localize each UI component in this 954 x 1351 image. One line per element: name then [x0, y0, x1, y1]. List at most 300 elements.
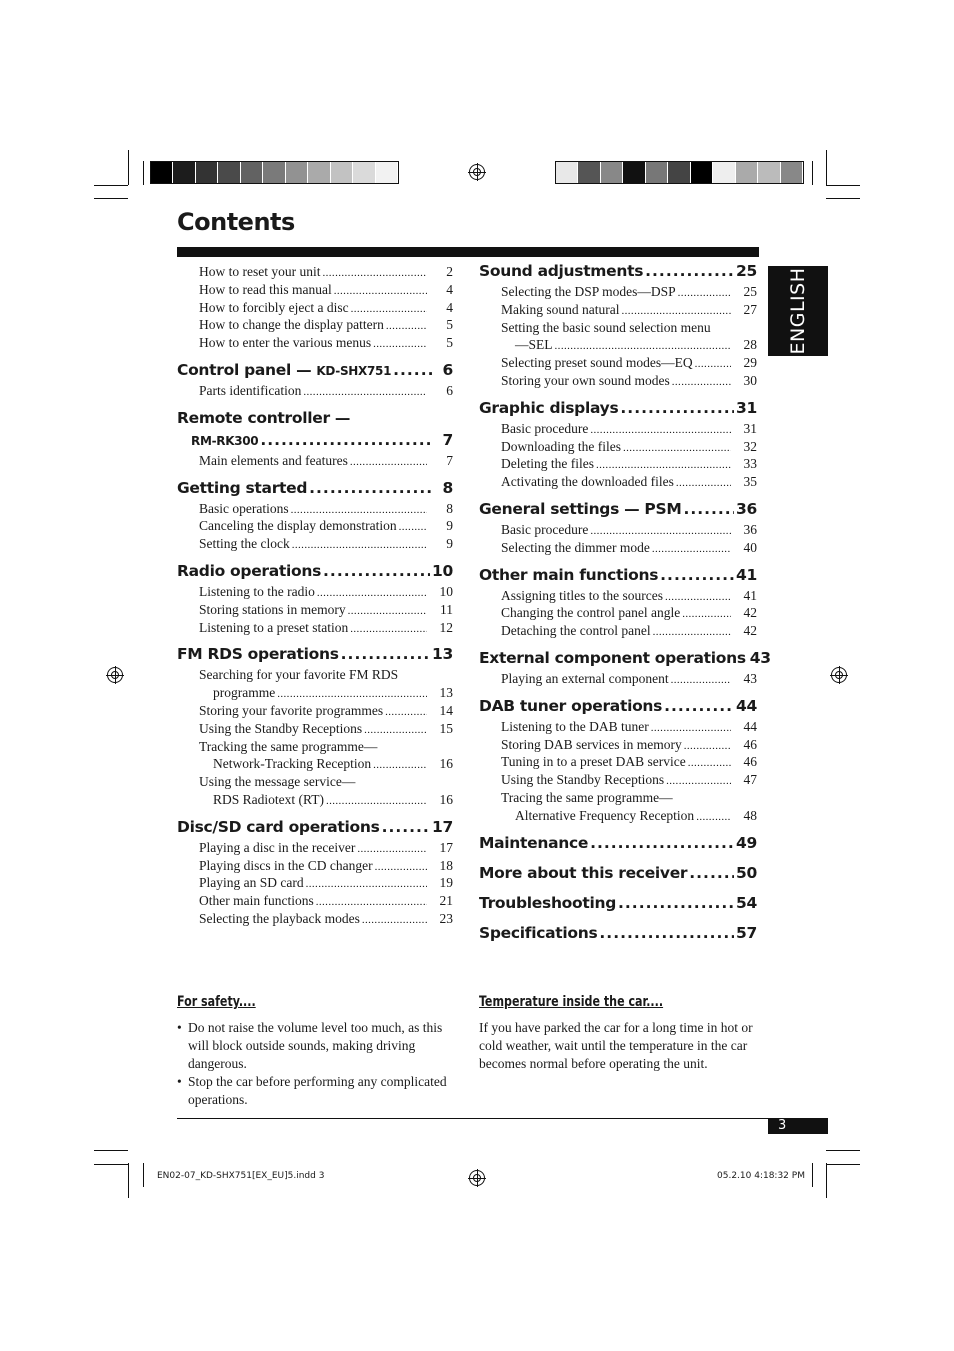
toc-item-text: Selecting the playback modes	[199, 910, 360, 926]
toc-item	[177, 453, 453, 471]
toc-section	[479, 566, 757, 588]
title-rule	[177, 247, 759, 257]
toc-section-title	[177, 479, 307, 497]
leader-dots	[362, 914, 427, 926]
toc-page-number: 21	[439, 893, 453, 909]
toc-section	[479, 924, 757, 946]
toc-page-number: 16	[439, 791, 453, 807]
toc-page-number: 7	[442, 430, 453, 449]
toc-item-text: Network-Tracking Reception	[213, 756, 372, 772]
toc-page-number: 18	[439, 857, 453, 873]
toc-item-text: How to forcibly eject a disc	[199, 299, 349, 315]
registration-mark-icon	[107, 667, 123, 683]
toc-item-text: Tracing the same programme—	[501, 789, 673, 805]
color-bar-right	[555, 161, 804, 184]
toc-item-text: Storing DAB services in memory	[501, 736, 682, 752]
leader-dots	[683, 500, 734, 518]
toc-item	[479, 456, 757, 474]
toc-section-title	[479, 566, 658, 584]
toc-page-number: 46	[743, 754, 757, 770]
toc-section-text: Sound adjustments	[479, 262, 644, 280]
leader-dots	[386, 320, 427, 332]
leader-dots	[696, 811, 731, 823]
leader-dots	[555, 340, 731, 352]
toc-item-text: Detaching the control panel	[501, 623, 651, 639]
toc-item-text: Basic procedure	[501, 420, 589, 436]
leader-dots	[653, 626, 731, 638]
toc-page-number: 10	[432, 561, 453, 580]
toc-item	[479, 337, 757, 355]
leader-dots	[623, 442, 731, 454]
toc-item-text: Basic operations	[199, 500, 289, 516]
toc-item	[177, 383, 453, 401]
toc-section-title	[177, 409, 350, 427]
toc-item-text: How to reset your unit	[199, 264, 321, 279]
color-swatch	[286, 162, 308, 183]
toc-section	[177, 562, 453, 584]
toc-item	[177, 858, 453, 876]
toc-section	[479, 648, 771, 671]
toc-item	[479, 355, 757, 373]
language-tab-label: ENGLISH	[787, 267, 809, 355]
page-title: Contents	[177, 208, 295, 236]
toc-section	[479, 834, 757, 856]
color-swatch	[713, 162, 735, 183]
toc-item	[177, 300, 453, 318]
toc-item-text: programme	[213, 685, 276, 701]
toc-item	[177, 893, 453, 911]
color-swatch	[736, 162, 758, 183]
toc-section-text: Maintenance	[479, 833, 589, 852]
color-swatch	[623, 162, 645, 183]
leader-dots	[322, 267, 427, 279]
color-swatch	[601, 162, 623, 183]
toc-item-text: Listening to the radio	[199, 583, 315, 599]
toc-page-number: 13	[432, 645, 453, 664]
toc-section-text: Remote controller —	[177, 408, 351, 427]
leader-dots	[303, 386, 427, 398]
leader-dots	[350, 623, 427, 635]
toc-item-text: Alternative Frequency Reception	[515, 807, 695, 823]
toc-section	[479, 399, 757, 421]
leader-dots	[357, 843, 427, 855]
leader-dots	[316, 896, 427, 908]
toc-page-number: 43	[749, 648, 771, 667]
toc-item	[177, 792, 453, 810]
toc-section-title	[177, 361, 391, 379]
toc-section-title	[479, 399, 618, 417]
toc-item	[177, 584, 453, 602]
color-bar-left	[150, 161, 399, 184]
toc-right-column	[479, 262, 771, 946]
toc-item-text: How to change the display pattern	[199, 317, 384, 333]
toc-item	[479, 719, 757, 737]
toc-item	[479, 474, 757, 492]
safety-bullet: • Do not raise the volume level too much, as this will block outside sounds, making driving dangerous.	[177, 1019, 462, 1073]
leader-dots	[393, 361, 433, 379]
toc-section	[479, 697, 757, 719]
leader-dots	[317, 587, 427, 599]
toc-section-title	[479, 924, 597, 942]
toc-page-number: 41	[743, 587, 757, 603]
toc-section-text: Specifications	[479, 923, 598, 942]
toc-item	[479, 588, 757, 606]
toc-item-text: Parts identification	[199, 382, 302, 398]
toc-item-text: RDS Radiotext (RT)	[213, 791, 324, 807]
leader-dots	[664, 697, 734, 715]
toc-page-number: 44	[743, 718, 757, 734]
toc-page-number: 23	[439, 910, 453, 926]
toc-section	[479, 262, 757, 284]
toc-item-text: —SEL	[515, 337, 553, 353]
toc-section-title	[479, 262, 643, 280]
toc-section-title	[177, 562, 321, 580]
toc-item	[177, 620, 453, 638]
leader-dots	[373, 759, 427, 771]
toc-section-text: Graphic displays	[479, 398, 619, 417]
leader-dots	[341, 645, 430, 663]
toc-item-text: Storing your own sound modes	[501, 372, 670, 388]
toc-item	[177, 518, 453, 536]
leader-dots	[688, 757, 731, 769]
temperature-text: If you have parked the car for a long time in hot or cold weather, wait until the temperature in the car becomes normal before operating the unit.	[479, 1020, 753, 1071]
toc-page-number: 17	[432, 817, 453, 836]
leader-dots	[666, 775, 731, 787]
toc-section	[479, 864, 757, 886]
toc-item-text: Playing a disc in the receiver	[199, 839, 356, 855]
leader-dots	[260, 431, 433, 449]
leader-dots	[645, 262, 734, 280]
toc-page-number: 8	[446, 500, 453, 516]
language-tab	[768, 266, 828, 356]
toc-section-text: Other main functions	[479, 565, 659, 584]
toc-page-number: 31	[743, 420, 757, 436]
leader-dots	[326, 795, 427, 807]
leader-dots	[399, 521, 427, 533]
toc-page-number: 49	[736, 833, 757, 852]
toc-page-number: 9	[446, 518, 453, 534]
leader-dots	[375, 861, 427, 873]
toc-item-text: Activating the downloaded files	[501, 474, 674, 490]
toc-page-number: 41	[736, 565, 757, 584]
toc-section-text: DAB tuner operations	[479, 696, 663, 715]
toc-page-number: 17	[439, 839, 453, 855]
toc-page-number: 29	[743, 355, 757, 371]
toc-item-text: Storing your favorite programmes	[199, 702, 384, 718]
toc-item-text: Assigning titles to the sources	[501, 587, 663, 603]
leader-dots	[660, 566, 734, 584]
leader-dots	[306, 878, 427, 890]
bottom-rule	[177, 1118, 827, 1119]
toc-page-number: 43	[743, 670, 757, 686]
leader-dots	[348, 605, 427, 617]
toc-page-number: 28	[743, 337, 757, 353]
toc-page-number: 44	[736, 696, 757, 715]
toc-page-number: 11	[440, 601, 453, 617]
toc-page-number: 36	[736, 499, 757, 518]
toc-item	[479, 284, 757, 302]
toc-item	[177, 739, 453, 757]
toc-item	[177, 536, 453, 554]
color-swatch	[668, 162, 690, 183]
toc-page-number: 50	[736, 863, 757, 882]
toc-page-number: 25	[736, 262, 757, 280]
leader-dots	[277, 688, 427, 700]
color-swatch	[556, 162, 578, 183]
toc-page-number: 46	[743, 736, 757, 752]
toc-page-number: 7	[446, 452, 453, 468]
leader-dots	[652, 543, 731, 555]
toc-item-text: Using the message service—	[199, 774, 356, 790]
toc-item-text: Selecting the dimmer mode	[501, 539, 650, 555]
toc-item-text: Downloading the files	[501, 438, 621, 454]
leader-dots	[621, 305, 731, 317]
registration-mark-icon	[831, 667, 847, 683]
toc-item	[479, 540, 757, 558]
footer-file: EN02-07_KD-SHX751[EX_EU]5.indd 3	[157, 1171, 325, 1181]
toc-left-column	[177, 264, 453, 929]
toc-item	[479, 671, 757, 689]
toc-section	[479, 500, 757, 522]
color-swatch	[308, 162, 330, 183]
leader-dots	[689, 864, 734, 882]
leader-dots	[385, 706, 427, 718]
toc-item-text: Playing an external component	[501, 670, 669, 686]
toc-page-number: 16	[439, 756, 453, 772]
toc-item	[177, 282, 453, 300]
toc-item	[479, 790, 757, 808]
toc-item-text: Changing the control panel angle	[501, 605, 681, 621]
toc-item	[177, 317, 453, 335]
toc-item	[479, 421, 757, 439]
toc-page-number: 30	[743, 372, 757, 388]
toc-page-number: 54	[736, 893, 757, 912]
toc-page-number: 32	[743, 438, 757, 454]
toc-section-model: RM-RK300	[191, 433, 259, 448]
leader-dots	[665, 591, 731, 603]
toc-item-text: Making sound natural	[501, 301, 620, 317]
color-swatch	[376, 162, 398, 183]
toc-page-number: 10	[439, 583, 453, 599]
toc-section-title	[479, 649, 746, 667]
toc-item	[177, 774, 453, 792]
toc-item	[177, 756, 453, 774]
toc-item-text: Playing discs in the CD changer	[199, 857, 373, 873]
color-swatch	[353, 162, 375, 183]
leader-dots	[596, 459, 731, 471]
color-swatch	[578, 162, 600, 183]
leader-dots	[373, 338, 427, 350]
color-swatch	[173, 162, 195, 183]
toc-item	[479, 439, 757, 457]
toc-page-number: 25	[743, 284, 757, 299]
safety-bullet: • Stop the car before performing any complicated operations.	[177, 1073, 462, 1109]
leader-dots	[291, 504, 427, 516]
toc-section-text: Troubleshooting	[479, 893, 617, 912]
toc-item-text: Listening to a preset station	[199, 619, 349, 635]
leader-dots	[590, 525, 731, 537]
toc-section-text: FM RDS operations	[177, 645, 339, 664]
toc-item-text: Selecting the DSP modes—DSP	[501, 284, 676, 299]
toc-section	[177, 818, 453, 840]
toc-page-number: 31	[736, 398, 757, 417]
color-swatch	[781, 162, 803, 183]
toc-section	[177, 479, 453, 501]
toc-item	[479, 302, 757, 320]
toc-page-number: 35	[743, 474, 757, 490]
toc-page-number: 8	[442, 478, 453, 497]
toc-section-text: More about this receiver	[479, 863, 688, 882]
page-number: 3	[768, 1118, 828, 1134]
leader-dots	[671, 674, 731, 686]
color-swatch	[263, 162, 285, 183]
toc-section	[479, 894, 757, 916]
safety-heading: For safety....	[177, 994, 256, 1010]
toc-item-text: How to enter the various menus	[199, 335, 372, 351]
toc-item	[479, 373, 757, 391]
toc-section	[177, 645, 453, 667]
toc-section-title	[177, 818, 380, 836]
toc-item	[479, 623, 757, 641]
toc-section-title	[479, 864, 687, 882]
color-swatch	[218, 162, 240, 183]
toc-item	[479, 808, 757, 826]
toc-page-number: 57	[736, 923, 757, 942]
toc-item-text: Storing stations in memory	[199, 601, 346, 617]
toc-page-number: 6	[442, 360, 453, 379]
color-swatch	[758, 162, 780, 183]
toc-page-number: 42	[743, 605, 757, 621]
leader-dots	[651, 722, 731, 734]
toc-item-text: Using the Standby Receptions	[501, 772, 665, 788]
toc-page-number: 4	[446, 281, 453, 297]
toc-item	[177, 335, 453, 353]
toc-item-text: Tracking the same programme—	[199, 738, 378, 754]
leader-dots	[620, 399, 734, 417]
leader-dots	[309, 479, 433, 497]
leader-dots	[323, 562, 430, 580]
toc-page-number: 42	[743, 623, 757, 639]
toc-section	[177, 431, 453, 453]
toc-page-number: 27	[743, 301, 757, 317]
toc-page-number: 9	[446, 536, 453, 552]
toc-section-text: Getting started	[177, 478, 308, 497]
toc-item	[177, 911, 453, 929]
toc-item-text: Selecting preset sound modes—EQ	[501, 355, 693, 371]
toc-section-model: KD-SHX751	[316, 363, 392, 378]
leader-dots	[676, 477, 731, 489]
leader-dots	[590, 424, 731, 436]
leader-dots	[618, 894, 734, 912]
toc-page-number: 48	[743, 807, 757, 823]
toc-item	[177, 703, 453, 721]
toc-section-text: Radio operations	[177, 561, 322, 580]
toc-item-text: How to read this manual	[199, 281, 332, 297]
leader-dots	[678, 287, 731, 299]
leader-dots	[382, 818, 430, 836]
color-swatch	[331, 162, 353, 183]
color-swatch	[691, 162, 713, 183]
leader-dots	[292, 539, 427, 551]
toc-page-number: 33	[743, 456, 757, 472]
toc-item	[479, 605, 757, 623]
toc-section-title	[479, 894, 616, 912]
leader-dots	[590, 834, 734, 852]
color-swatch	[151, 162, 173, 183]
toc-item	[177, 501, 453, 519]
toc-section	[177, 361, 453, 383]
toc-item	[177, 685, 453, 703]
toc-item	[479, 772, 757, 790]
toc-item-text: Listening to the DAB tuner	[501, 718, 649, 734]
toc-section-title	[479, 500, 681, 518]
registration-mark-icon	[469, 1170, 485, 1186]
toc-page-number: 36	[743, 521, 757, 537]
toc-item	[177, 667, 453, 685]
leader-dots	[334, 285, 427, 297]
toc-item-text: Tuning in to a preset DAB service	[501, 754, 686, 770]
toc-page-number: 19	[439, 875, 453, 891]
toc-item	[479, 754, 757, 772]
toc-page-number: 14	[439, 702, 453, 718]
toc-page-number: 13	[439, 685, 453, 701]
leader-dots	[599, 924, 734, 942]
leader-dots	[351, 303, 427, 315]
toc-item-text: Basic procedure	[501, 521, 589, 537]
leader-dots	[672, 376, 731, 388]
leader-dots	[350, 456, 427, 468]
toc-page-number: 12	[439, 619, 453, 635]
toc-item-text: Searching for your favorite FM RDS	[199, 667, 399, 683]
toc-section-text: External component operations	[479, 648, 746, 667]
toc-page-number: 2	[446, 264, 453, 279]
toc-page-number: 4	[446, 299, 453, 315]
toc-item	[177, 721, 453, 739]
toc-page-number: 40	[743, 539, 757, 555]
toc-item-text: Using the Standby Receptions	[199, 720, 363, 736]
safety-list	[177, 1019, 462, 1109]
toc-item	[479, 320, 757, 338]
toc-page-number: 6	[446, 382, 453, 398]
toc-item-text: Deleting the files	[501, 456, 594, 472]
toc-item	[177, 840, 453, 858]
toc-item-text: Playing an SD card	[199, 875, 304, 891]
toc-section	[177, 409, 453, 431]
toc-item	[479, 737, 757, 755]
toc-section-text: General settings — PSM	[479, 499, 682, 518]
registration-mark-icon	[469, 164, 485, 180]
toc-item	[177, 264, 453, 282]
toc-section-text: Control panel —	[177, 360, 317, 379]
leader-dots	[684, 740, 731, 752]
toc-section-title	[479, 834, 588, 852]
color-swatch	[196, 162, 218, 183]
leader-dots	[682, 608, 731, 620]
toc-section-text: Disc/SD card operations	[177, 817, 380, 836]
color-swatch	[241, 162, 263, 183]
toc-item-text: Canceling the display demonstration	[199, 518, 397, 534]
leader-dots	[695, 358, 731, 370]
color-swatch	[646, 162, 668, 183]
toc-page-number: 47	[743, 772, 757, 788]
toc-item-text: Setting the clock	[199, 536, 290, 552]
toc-section-title	[177, 645, 339, 663]
toc-section-title	[191, 431, 258, 449]
leader-dots	[364, 724, 427, 736]
toc-item	[177, 875, 453, 893]
toc-item-text: Other main functions	[199, 893, 314, 909]
toc-item-text: Setting the basic sound selection menu	[501, 319, 711, 335]
